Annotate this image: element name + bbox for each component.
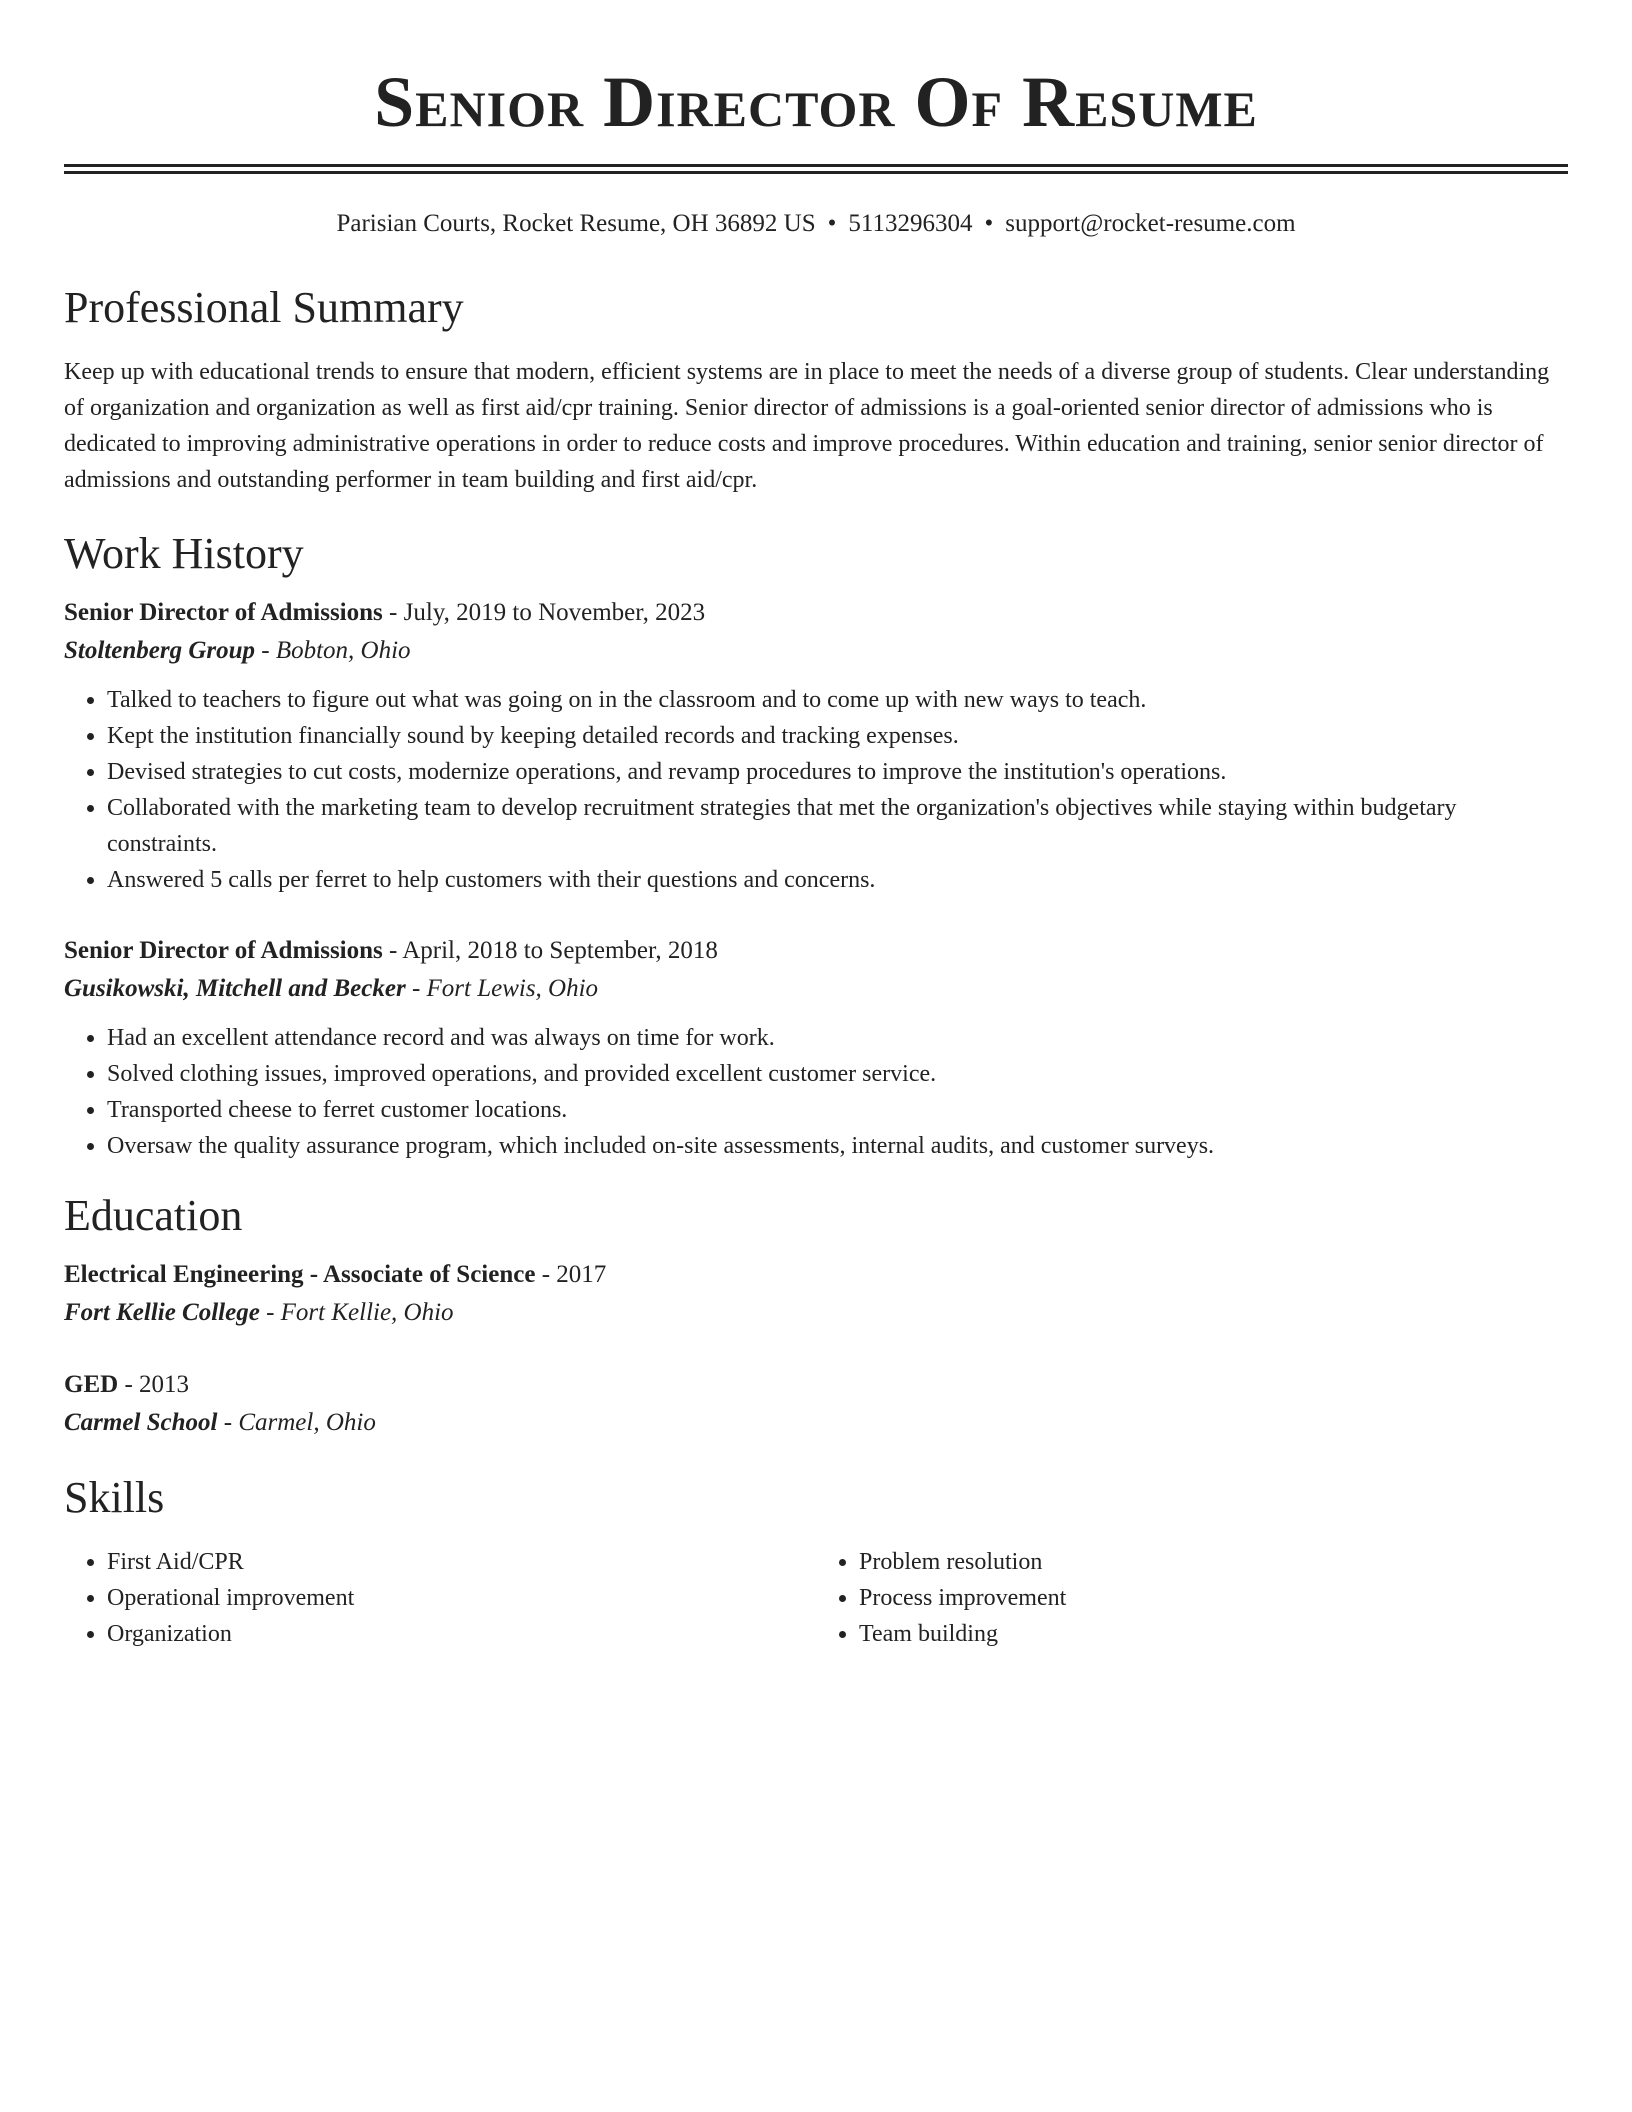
skill-item: • First Aid/CPR — [107, 1544, 816, 1580]
job-title-line — [64, 932, 1568, 970]
contact-line — [64, 208, 1568, 240]
degree-year: - 2013 — [118, 1371, 190, 1398]
degree-name: Electrical Engineering - Associate of Science — [64, 1261, 536, 1288]
job-bullet: • Collaborated with the marketing team to develop recruitment strategies that met the organization's objectives while staying within budgetary constraints. — [107, 790, 1568, 862]
job-bullet: • Talked to teachers to figure out what was going on in the classroom and to come up with new ways to teach. — [107, 682, 1568, 718]
school-name: Carmel School — [64, 1409, 218, 1436]
job-entry — [64, 594, 1568, 898]
job-bullet: • Oversaw the quality assurance program, which included on-site assessments, internal audits, and customer surveys. — [107, 1128, 1568, 1164]
degree-name: GED — [64, 1371, 119, 1398]
contact-separator: • — [984, 210, 994, 237]
job-entry — [64, 932, 1568, 1164]
education-heading: Education — [64, 1191, 243, 1240]
summary-text: Keep up with educational trends to ensure that modern, efficient systems are in place to meet the needs of a diverse group of students. Clear understanding of organization and organization as well as first aid/cpr training. Senior director of admissions is a goal-oriented senior director of admissions who is dedicated to improving administrative operations in order to reduce costs and improve procedures. Within education and training, senior senior director of admissions and outstanding performer in team building and first aid/cpr. — [64, 359, 1550, 493]
skill-item: • Process improvement — [859, 1580, 1568, 1616]
skill-item: • Organization — [107, 1616, 816, 1652]
summary-heading: Professional Summary — [64, 283, 464, 332]
skill-item: • Operational improvement — [107, 1580, 816, 1616]
degree-year: - 2017 — [535, 1261, 607, 1288]
job-dates: - April, 2018 to September, 2018 — [382, 937, 718, 964]
title-divider — [64, 164, 1568, 174]
skills-columns — [64, 1544, 1568, 1652]
skill-item: • Problem resolution — [859, 1544, 1568, 1580]
degree-line — [64, 1256, 1568, 1294]
job-dates: - July, 2019 to November, 2023 — [382, 599, 706, 626]
school-name: Fort Kellie College — [64, 1299, 260, 1326]
job-title-line — [64, 594, 1568, 632]
job-bullet: • Solved clothing issues, improved operations, and provided excellent customer service. — [107, 1056, 1568, 1092]
job-company-line — [64, 632, 1568, 670]
job-bullet: • Answered 5 calls per ferret to help customers with their questions and concerns. — [107, 862, 1568, 898]
job-bullets — [64, 682, 1568, 898]
skills-list-right — [816, 1544, 1568, 1652]
job-company: Gusikowski, Mitchell and Becker — [64, 975, 406, 1002]
job-location: - Bobton, Ohio — [255, 637, 411, 664]
job-title: Senior Director of Admissions — [64, 937, 383, 964]
education-entry — [64, 1256, 1568, 1332]
contact-separator: • — [827, 210, 837, 237]
job-bullet: • Devised strategies to cut costs, modernize operations, and revamp procedures to improve the institution's operations. — [107, 754, 1568, 790]
school-location: - Fort Kellie, Ohio — [259, 1299, 454, 1326]
job-bullet: • Transported cheese to ferret customer locations. — [107, 1092, 1568, 1128]
work-history-heading: Work History — [64, 529, 304, 578]
contact-phone: 5113296304 — [848, 210, 973, 237]
job-bullets — [64, 1020, 1568, 1164]
school-line — [64, 1294, 1568, 1332]
education-entry — [64, 1366, 1568, 1442]
resume-title: Senior Director Of Resume — [374, 62, 1258, 142]
skill-item: • Team building — [859, 1616, 1568, 1652]
job-location: - Fort Lewis, Ohio — [405, 975, 599, 1002]
job-bullet: • Kept the institution financially sound by keeping detailed records and tracking expenses. — [107, 718, 1568, 754]
school-location: - Carmel, Ohio — [217, 1409, 376, 1436]
job-title: Senior Director of Admissions — [64, 599, 383, 626]
job-company-line — [64, 970, 1568, 1008]
skills-heading: Skills — [64, 1473, 165, 1522]
job-company: Stoltenberg Group — [64, 637, 256, 664]
contact-address: Parisian Courts, Rocket Resume, OH 36892 US — [336, 210, 816, 237]
school-line — [64, 1404, 1568, 1442]
degree-line — [64, 1366, 1568, 1404]
contact-email: support@rocket-resume.com — [1005, 210, 1296, 237]
job-bullet: • Had an excellent attendance record and was always on time for work. — [107, 1020, 1568, 1056]
skills-list-left — [64, 1544, 816, 1652]
